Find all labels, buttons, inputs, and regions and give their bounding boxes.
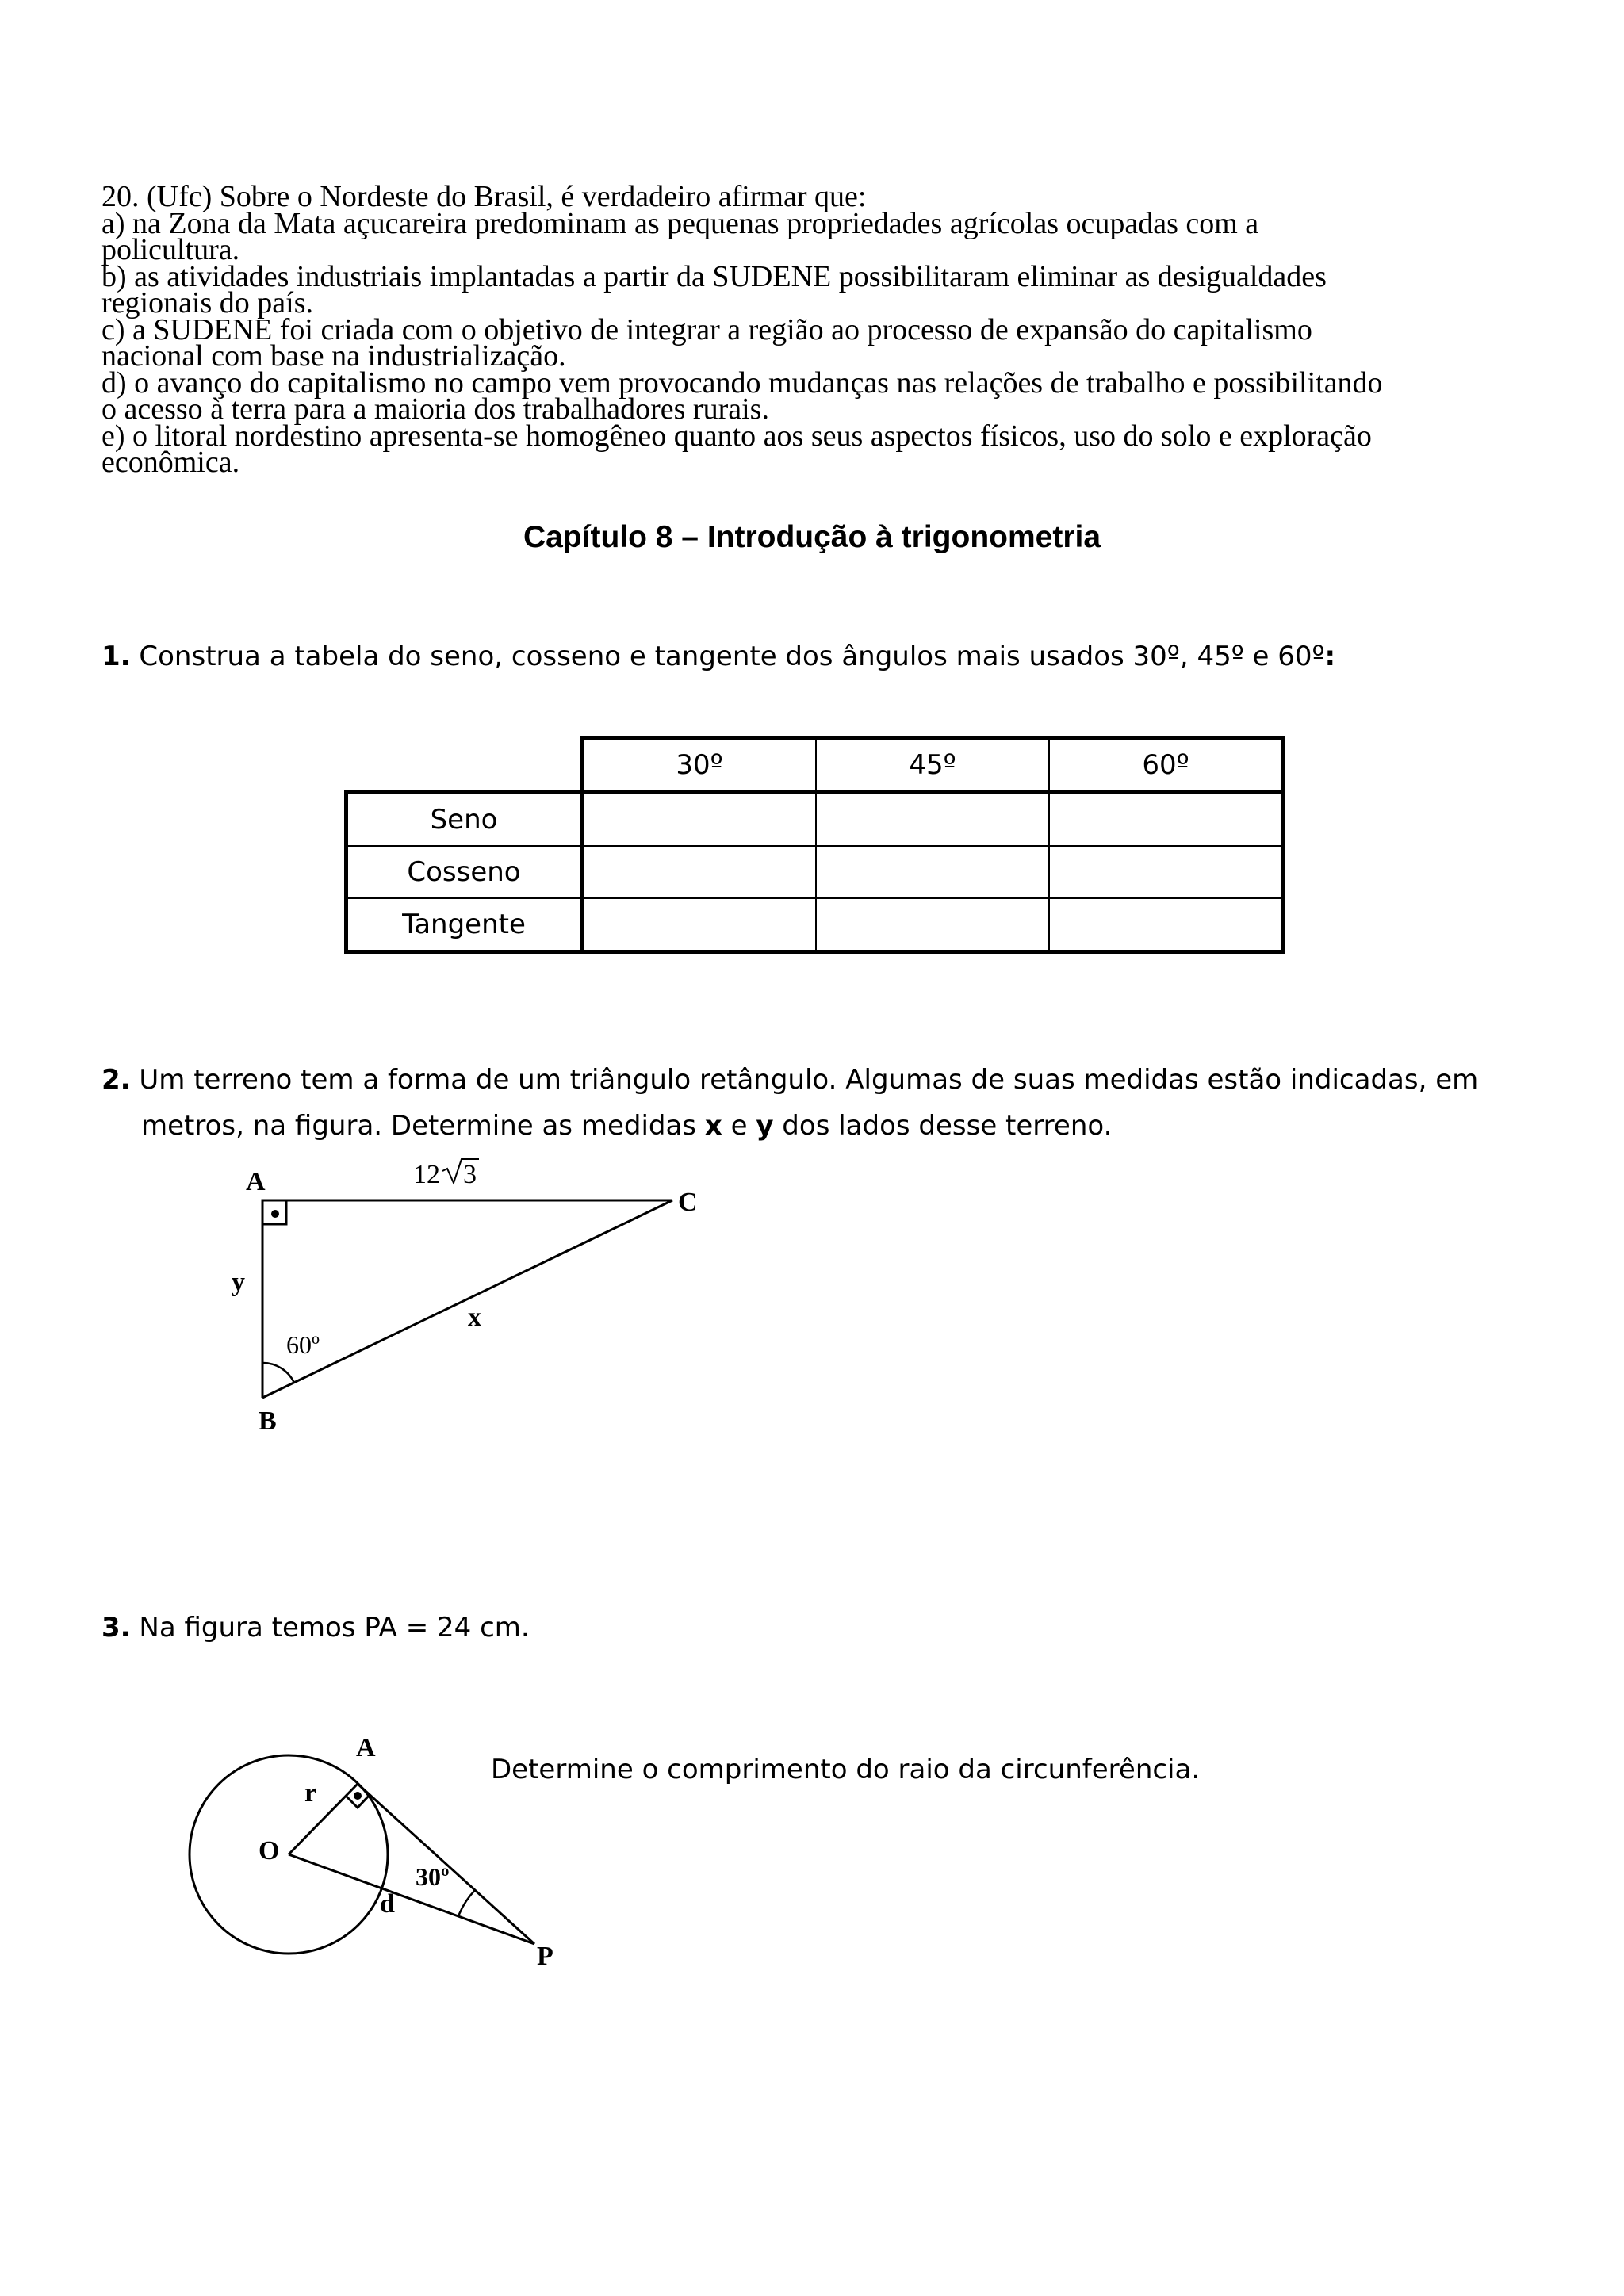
q20-line: regionais do país. (102, 286, 314, 320)
side-top-radicand: 3 (463, 1160, 477, 1189)
variable-x: x (704, 1110, 722, 1142)
question-text: metros, na figura. Determine as medidas (141, 1110, 705, 1142)
question-text: e (722, 1110, 756, 1142)
question-colon: : (1324, 641, 1336, 672)
angle-p-label: 30º (416, 1862, 450, 1891)
table-header: 60º (1049, 738, 1284, 793)
q20-line: 20. (Ufc) Sobre o Nordeste do Brasil, é verdadeiro afirmar que: (102, 180, 867, 213)
segment-d-label: d (380, 1889, 395, 1919)
point-a-label: A (356, 1733, 376, 1762)
angle-arc-p (458, 1890, 475, 1916)
question-number: 2. (102, 1064, 131, 1096)
side-y-label: y (232, 1268, 245, 1297)
side-bc (262, 1200, 672, 1398)
angle-arc-b (262, 1363, 294, 1383)
q20-line: econômica. (102, 446, 240, 479)
table-row-label: Cosseno (347, 846, 582, 898)
radius-r-label: r (304, 1778, 317, 1808)
radius-oa (289, 1784, 358, 1854)
table-row-label: Tangente (347, 898, 582, 952)
vertex-b-label: B (259, 1406, 277, 1436)
q20-line: o acesso à terra para a maioria dos trabalhadores rurais. (102, 392, 769, 426)
q3-instruction: Determine o comprimento do raio da circunferência. (491, 1754, 1201, 1785)
q20-line: b) as atividades industriais implantadas a partir da SUDENE possibilitaram eliminar as desigualdades (102, 259, 1327, 293)
question-text: dos lados desse terreno. (773, 1110, 1113, 1142)
right-angle-dot (271, 1210, 279, 1218)
q20-line: policultura. (102, 233, 240, 266)
q20-line: e) o litoral nordestino apresenta-se homogêneo quanto aos seus aspectos físicos, uso do solo e exploração (102, 419, 1372, 453)
point-o-label: O (259, 1836, 280, 1866)
right-angle-dot-a (354, 1792, 362, 1800)
chapter-title: Capítulo 8 – Introdução à trigonometria (523, 520, 1101, 554)
question-text: Construa a tabela do seno, cosseno e tangente dos ângulos mais usados 30º, 45º e 60º (130, 641, 1325, 672)
angle-b-label: 60º (286, 1330, 320, 1359)
q20-line: nacional com base na industrialização. (102, 339, 566, 373)
table-row-label: Seno (347, 793, 582, 847)
vertex-a-label: A (246, 1167, 266, 1196)
table-header: 45º (816, 738, 1049, 793)
q20-line: c) a SUDENE foi criada com o objetivo de integrar a região ao processo de expansão do capitalismo (102, 312, 1312, 346)
q20-line: a) na Zona da Mata açucareira predominam as pequenas propriedades agrícolas ocupadas com a (102, 206, 1259, 240)
segment-op (289, 1854, 534, 1944)
right-triangle-figure (232, 1159, 698, 1436)
side-top-coefficient: 12 (413, 1160, 440, 1189)
question-text: Um terreno tem a forma de um triângulo retângulo. Algumas de suas medidas estão indicadas, em (130, 1064, 1479, 1096)
point-p-label: P (537, 1942, 553, 1971)
vertex-c-label: C (678, 1188, 698, 1217)
question-3 (102, 1605, 530, 1651)
variable-y: y (756, 1110, 774, 1142)
question-number: 3. (102, 1612, 131, 1644)
question-text: Na figura temos PA = 24 cm. (130, 1612, 530, 1644)
table-header: 30º (582, 738, 817, 793)
side-x-label: x (468, 1303, 481, 1332)
q20-line: d) o avanço do capitalismo no campo vem provocando mudanças nas relações de trabalho e possibilitando (102, 365, 1383, 400)
question-number: 1. (102, 641, 131, 672)
